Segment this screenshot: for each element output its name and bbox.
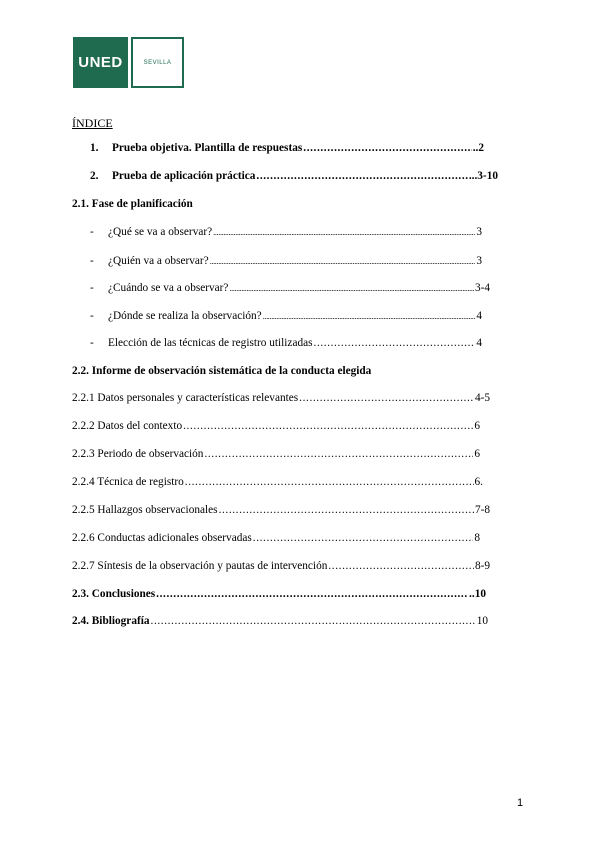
toc-entry-1 — [90, 140, 484, 156]
toc-entry-title: 2.2.1 Datos personales y características relevantes — [72, 392, 299, 404]
uned-sevilla-logo — [73, 37, 184, 88]
dot-leader — [263, 308, 476, 325]
dot-leader — [328, 558, 474, 574]
toc-entry-page: 6 — [474, 448, 480, 460]
toc-entry-number: 1. — [90, 142, 99, 154]
toc-entry-title: 2.2.6 Conductas adicionales observadas — [72, 532, 252, 544]
dot-leader — [253, 530, 474, 546]
toc-entry-title: Prueba de aplicación práctica — [112, 170, 256, 182]
toc-entry-number: 2. — [90, 170, 99, 182]
section-2-2-heading: 2.2. Informe de observación sistemática de la conducta elegida — [72, 365, 372, 377]
dot-leader — [183, 418, 473, 434]
dot-leader — [151, 613, 476, 629]
toc-entry-title: ¿Quién va a observar? — [108, 255, 209, 267]
toc-entry-bibliography — [72, 613, 488, 629]
toc-entry-page: 7-8 — [474, 504, 490, 516]
bullet-dash: - — [90, 337, 94, 349]
bullet-dash: - — [90, 310, 94, 322]
toc-entry-title: 2.2.3 Periodo de observación — [72, 448, 204, 460]
toc-entry-page: 6. — [474, 476, 483, 488]
toc-entry-2-2-4 — [72, 474, 483, 490]
index-title: ÍNDICE — [72, 116, 113, 130]
dot-leader — [229, 280, 473, 297]
toc-entry-2-1-3 — [90, 280, 490, 296]
dot-leader — [256, 168, 467, 184]
toc-entry-2-2-3 — [72, 446, 480, 462]
bullet-dash: - — [90, 255, 94, 267]
dot-leader — [185, 474, 474, 490]
dot-leader — [204, 446, 473, 462]
bullet-dash: - — [90, 226, 94, 238]
toc-entry-title: 2.4. Bibliografía — [72, 615, 150, 627]
logo-uned-block: UNED — [73, 37, 128, 88]
toc-entry-page: 3 — [476, 255, 482, 267]
toc-entry-title: 2.3. Conclusiones — [72, 588, 156, 600]
toc-entry-2-2-2 — [72, 418, 480, 434]
toc-entry-page: 4-5 — [474, 392, 490, 404]
toc-entry-title: ¿Qué se va a observar? — [108, 226, 213, 238]
dot-leader — [219, 502, 474, 518]
toc-entry-page: 8-9 — [474, 560, 490, 572]
dot-leader — [156, 586, 468, 602]
toc-entry-page: ...3-10 — [468, 170, 498, 182]
toc-entry-2-2-6 — [72, 530, 480, 546]
page-number: 1 — [517, 797, 524, 809]
toc-entry-title: ¿Cuándo se va a observar? — [108, 282, 229, 294]
toc-entry-page: 8 — [474, 532, 480, 544]
toc-entry-title: 2.2.2 Datos del contexto — [72, 420, 183, 432]
section-2-1-heading: 2.1. Fase de planificación — [72, 198, 193, 210]
toc-entry-page: 10 — [476, 615, 488, 627]
toc-entry-title: 2.2.5 Hallazgos observacionales — [72, 504, 218, 516]
dot-leader — [210, 253, 476, 270]
dot-leader — [213, 224, 475, 241]
toc-entry-conclusions — [72, 586, 486, 602]
logo-sevilla-block: SEVILLA — [131, 37, 184, 88]
toc-entry-title: ¿Dónde se realiza la observación? — [108, 310, 262, 322]
bullet-dash: - — [90, 282, 94, 294]
toc-entry-title: 2.2.4 Técnica de registro — [72, 476, 184, 488]
toc-entry-title: Prueba objetiva. Plantilla de respuestas — [112, 142, 303, 154]
toc-entry-page: 3 — [476, 226, 482, 238]
toc-entry-2-1-5 — [90, 335, 482, 351]
dot-leader — [303, 140, 471, 156]
toc-entry-page: 3-4 — [474, 282, 490, 294]
toc-entry-page: 4 — [476, 337, 482, 349]
toc-entry-2-1-4 — [90, 308, 482, 324]
toc-entry-2-2-5 — [72, 502, 490, 518]
toc-entry-page: ..10 — [469, 588, 486, 600]
toc-entry-2-1-1 — [90, 224, 482, 240]
toc-entry-2-1-2 — [90, 253, 482, 269]
dot-leader — [314, 335, 476, 351]
toc-entry-page: 6 — [474, 420, 480, 432]
toc-entry-2-2-7 — [72, 558, 490, 574]
dot-leader — [299, 390, 474, 406]
toc-entry-title: 2.2.7 Síntesis de la observación y pautas de intervención — [72, 560, 328, 572]
toc-entry-2-2-1 — [72, 390, 490, 406]
toc-entry-2 — [90, 168, 498, 184]
toc-entry-page: ..2 — [472, 142, 484, 154]
toc-entry-page: 4 — [476, 310, 482, 322]
toc-entry-title: Elección de las técnicas de registro utilizadas — [108, 337, 313, 349]
